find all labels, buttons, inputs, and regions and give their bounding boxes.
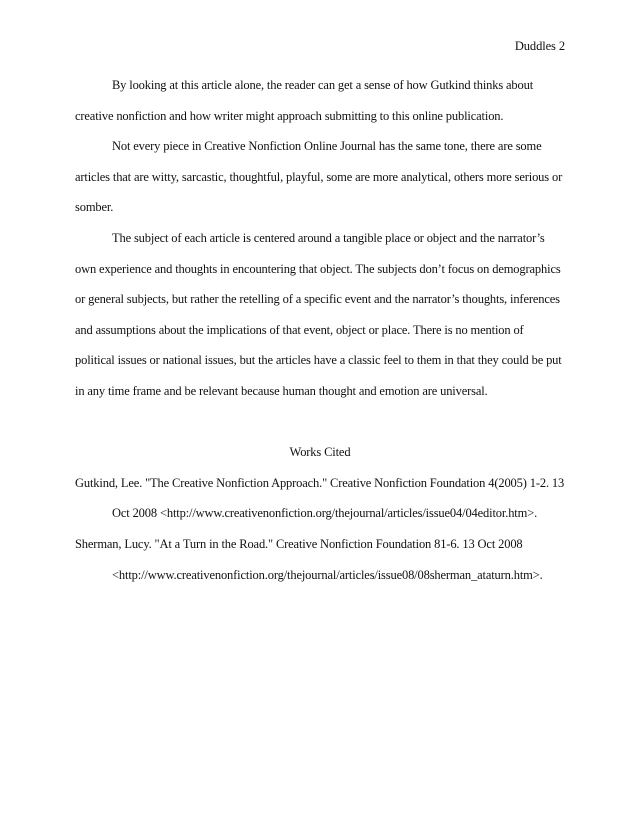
body-paragraph: By looking at this article alone, the reader can get a sense of how Gutkind thinks about creative nonfiction and how writer might approach submitting to this online publication. — [75, 78, 534, 123]
body-paragraph: Not every piece in Creative Nonfiction Online Journal has the same tone, there are some articles that are witty, sarcastic, thoughtful, playful, some are more analytical, others more serious or somber. — [75, 139, 563, 215]
works-cited-title: Works Cited — [289, 445, 351, 460]
running-header: Duddles 2 — [514, 39, 565, 53]
document-body — [75, 70, 565, 590]
section-spacer — [75, 407, 565, 438]
citation-entry: Gutkind, Lee. "The Creative Nonfiction Approach." Creative Nonfiction Foundation 4(2005) 1-2. 13 Oct 2008 <http://www.creativenonfiction.org/thejournal/articles/issue04/04editor.htm>. — [75, 475, 565, 521]
citation-entry: Sherman, Lucy. "At a Turn in the Road." Creative Nonfiction Foundation 81-6. 13 Oct 2008 <http://www.creativenonfiction.org/thejournal/articles/issue08/08sherman_ataturn.htm>. — [75, 536, 543, 582]
body-paragraph: The subject of each article is centered around a tangible place or object and the narrator’s own experience and thoughts in encountering that object. The subjects don’t focus on demographics or general subjects, but rather the retelling of a specific event and the narrator’s thoughts, inferences and assumptions about the implications of that event, object or place. There is no mention of political issues or national issues, but the articles have a classic feel to them in that they could be put in any time frame and be relevant because human thought and emotion are universal. — [75, 230, 562, 398]
